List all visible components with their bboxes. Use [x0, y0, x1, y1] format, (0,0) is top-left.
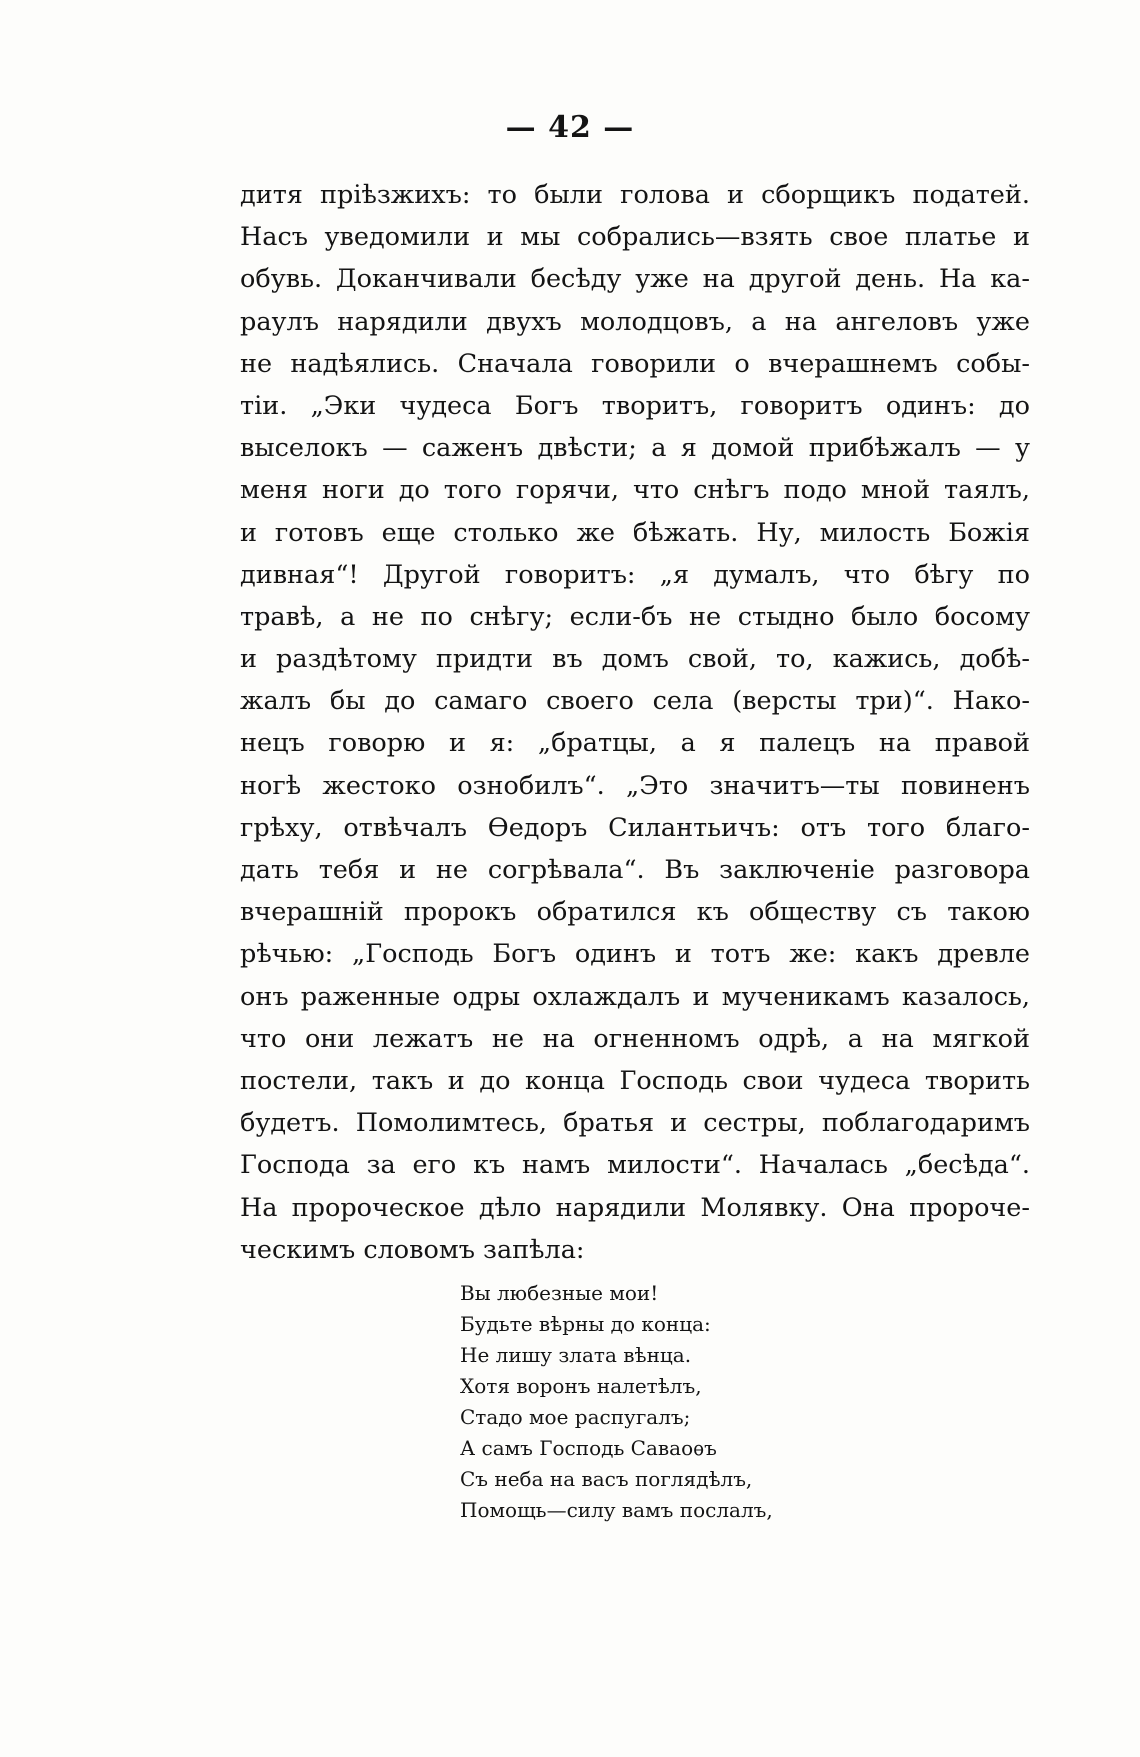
- text-line: и раздѣтому придти въ домъ свой, то, кажись, добѣ-: [240, 644, 1030, 675]
- text-line: раулъ нарядили двухъ молодцовъ, а на ангеловъ уже: [240, 306, 1030, 337]
- text-line: меня ноги до того горячи, что снѣгъ подо мной таялъ,: [240, 475, 1030, 506]
- text-line: постели, такъ и до конца Господь свои чудеса творить: [240, 1065, 1030, 1096]
- text-line: не надѣялись. Сначала говорили о вчерашнемъ собы-: [240, 348, 1030, 379]
- text-line: нецъ говорю и я: „братцы, а я палецъ на правой: [240, 728, 1030, 759]
- text-line: обувь. Доканчивали бесѣду уже на другой день. На ка-: [240, 264, 1030, 295]
- text-line: тіи. „Эки чудеса Богъ творитъ, говоритъ одинъ: до: [240, 390, 1030, 421]
- poem-line: Помощь—силу вамъ послалъ,: [460, 1498, 773, 1522]
- text-line: жалъ бы до самаго своего села (версты три)“. Нако-: [240, 686, 1030, 717]
- text-line: онъ раженные одры охлаждалъ и мученикамъ казалось,: [240, 981, 1030, 1012]
- text-line: дивная“! Другой говоритъ: „я думалъ, что бѣгу по: [240, 559, 1030, 590]
- text-line: будетъ. Помолимтесь, братья и сестры, поблагодаримъ: [240, 1108, 1030, 1139]
- poem-line: Стадо мое распугалъ;: [460, 1405, 691, 1429]
- text-line: На пророческое дѣло нарядили Молявку. Она пророче-: [240, 1192, 1030, 1223]
- text-line: выселокъ — саженъ двѣсти; а я домой прибѣжалъ — у: [240, 433, 1030, 464]
- text-line: и готовъ еще столько же бѣжать. Ну, милость Божія: [240, 517, 1030, 548]
- poem-line: Не лишу злата вѣнца.: [460, 1343, 692, 1367]
- text-line: ногѣ жестоко ознобилъ“. „Это значитъ—ты повиненъ: [240, 770, 1030, 801]
- text-line: что они лежатъ не на огненномъ одрѣ, а на мягкой: [240, 1023, 1030, 1054]
- text-line: Господа за его къ намъ милости“. Началась „бесѣда“.: [240, 1150, 1030, 1181]
- text-line: вчерашній пророкъ обратился къ обществу съ такою: [240, 897, 1030, 928]
- poem-line: Вы любезные мои!: [460, 1281, 659, 1305]
- poem-line: Съ неба на васъ поглядѣлъ,: [460, 1467, 753, 1491]
- poem-line: Будьте вѣрны до конца:: [460, 1312, 711, 1336]
- text-line: грѣху, отвѣчалъ Ѳедоръ Силантьичъ: отъ того благо-: [240, 812, 1030, 843]
- poem-line: Хотя воронъ налетѣлъ,: [460, 1374, 702, 1398]
- body-text: [240, 174, 1030, 1271]
- text-line: дитя пріѣзжихъ: то были голова и сборщикъ податей.: [240, 180, 1030, 210]
- text-line: ческимъ словомъ запѣла:: [240, 1234, 585, 1265]
- text-line: рѣчью: „Господь Богъ одинъ и тотъ же: какъ древле: [240, 939, 1030, 970]
- page-number: — 42 —: [505, 110, 635, 145]
- poem: [460, 1278, 860, 1526]
- text-line: травѣ, а не по снѣгу; если-бъ не стыдно было босому: [240, 601, 1030, 632]
- text-line: дать тебя и не согрѣвала“. Въ заключеніе разговора: [240, 855, 1030, 885]
- text-line: Насъ уведомили и мы собрались—взять свое платье и: [240, 222, 1030, 253]
- poem-line: А самъ Господь Саваоѳъ: [460, 1436, 717, 1460]
